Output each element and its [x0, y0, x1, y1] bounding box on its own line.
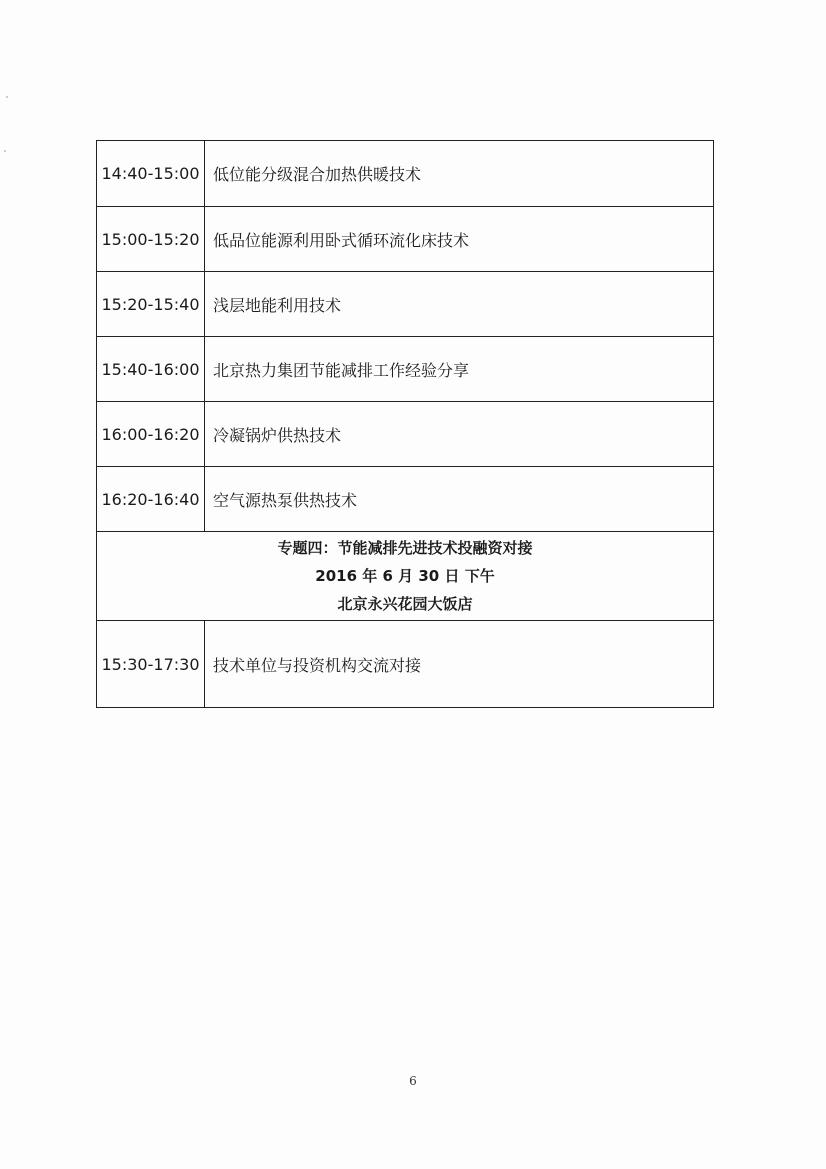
- topic-cell: 低品位能源利用卧式循环流化床技术: [205, 207, 714, 272]
- time-cell: 15:40-16:00: [97, 337, 205, 402]
- time-cell: 16:00-16:20: [97, 402, 205, 467]
- table-row: [97, 467, 714, 532]
- topic-cell: 浅层地能利用技术: [205, 272, 714, 337]
- table-row: [97, 272, 714, 337]
- time-cell: 16:20-16:40: [97, 467, 205, 532]
- time-cell: 15:00-15:20: [97, 207, 205, 272]
- scan-speck: [6, 96, 8, 98]
- topic-cell: 技术单位与投资机构交流对接: [205, 621, 714, 708]
- session-title: 专题四：节能减排先进技术投融资对接: [277, 539, 533, 557]
- topic-cell: 冷凝锅炉供热技术: [205, 402, 714, 467]
- time-cell: 15:20-15:40: [97, 272, 205, 337]
- schedule-table: [96, 140, 714, 708]
- topic-cell: 北京热力集团节能减排工作经验分享: [205, 337, 714, 402]
- topic-cell: 低位能分级混合加热供暖技术: [205, 141, 714, 207]
- table-row: [97, 402, 714, 467]
- table-row: [97, 621, 714, 708]
- page-number: 6: [409, 1074, 417, 1088]
- time-cell: 14:40-15:00: [97, 141, 205, 207]
- session-venue: 北京永兴花园大饭店: [337, 595, 473, 613]
- table-row: [97, 207, 714, 272]
- topic-cell: 空气源热泵供热技术: [205, 467, 714, 532]
- session-date: 2016 年 6 月 30 日 下午: [315, 567, 495, 585]
- scan-speck: [4, 150, 6, 152]
- session-header: [97, 532, 714, 621]
- time-cell: 15:30-17:30: [97, 621, 205, 708]
- table-row: [97, 337, 714, 402]
- session-header-row: [97, 532, 714, 621]
- table-row: [97, 141, 714, 207]
